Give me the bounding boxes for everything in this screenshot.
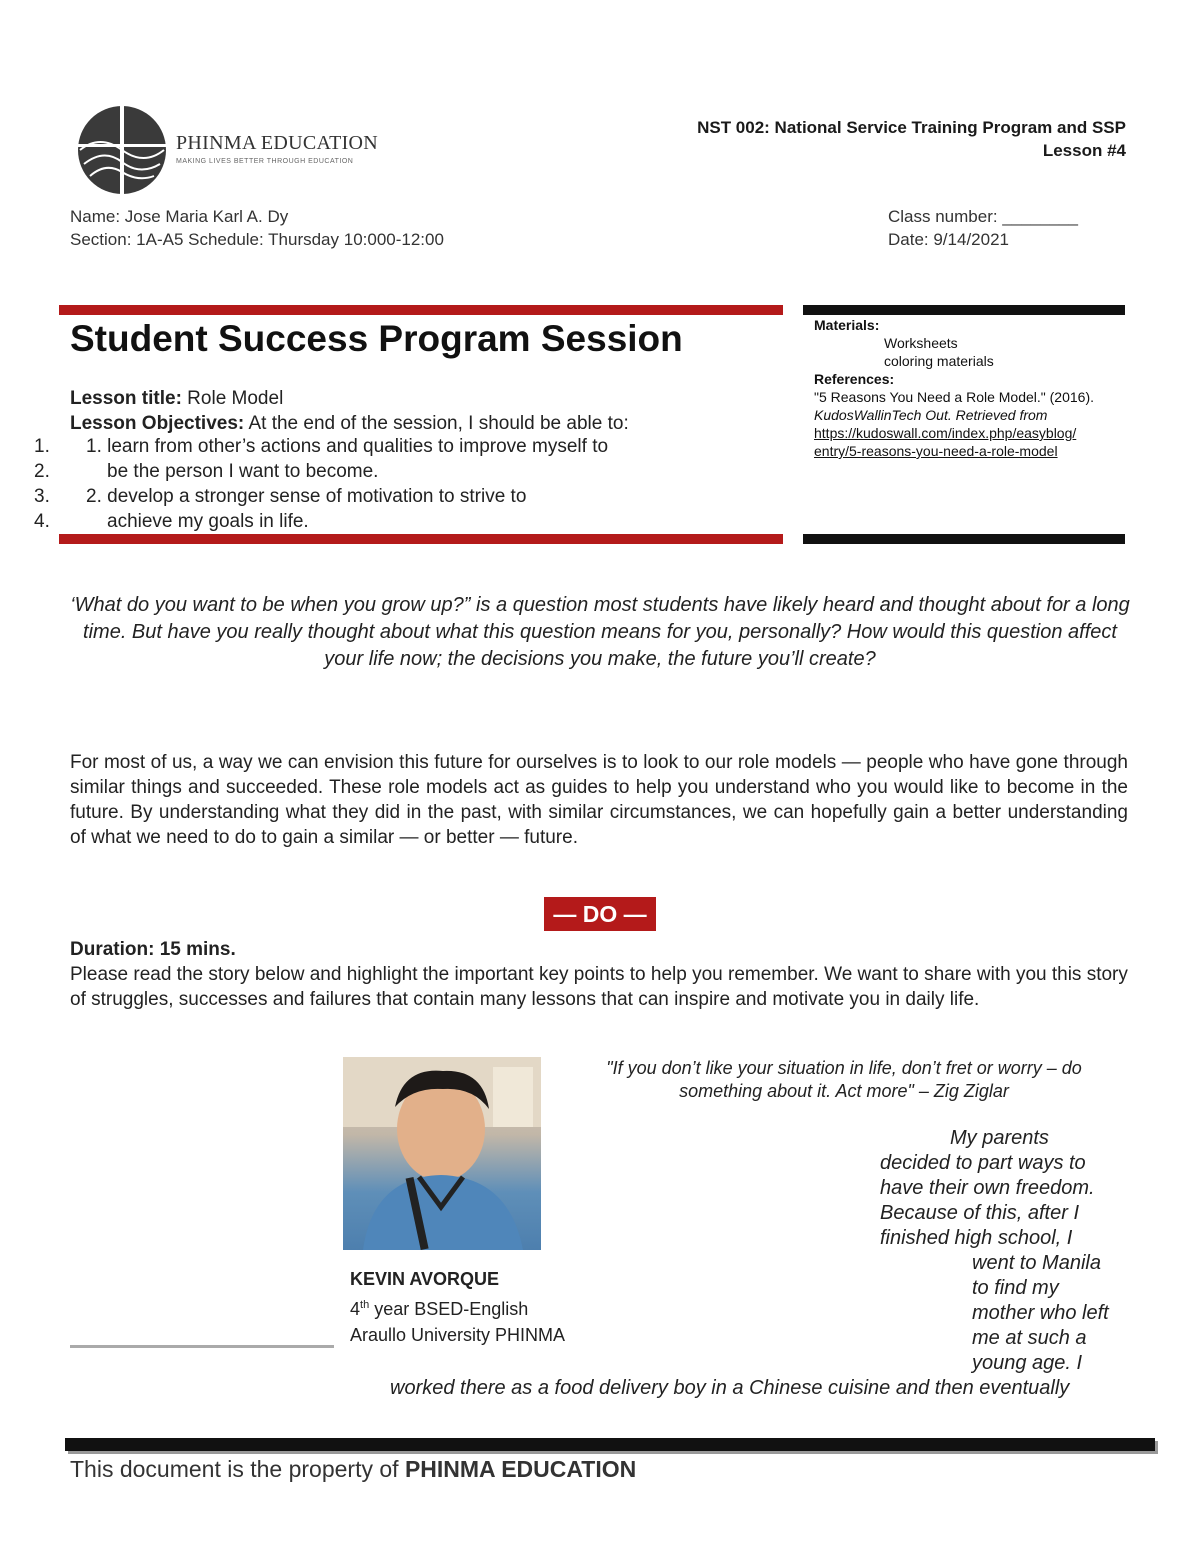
student-section: Section: 1A-A5 Schedule: Thursday 10:000-12:00 [70, 230, 444, 249]
do-instructions [70, 937, 1130, 1012]
story-line: finished high school, I [880, 1227, 1073, 1249]
material-item: coloring materials [884, 353, 994, 369]
instructions-text: Please read the story below and highlight the important key points to help you remember. We want to share with you this story of struggles, successes and failures that contain many lessons that can inspire and motivate you in daily life. [70, 964, 1128, 1010]
profile-year-sup: th [360, 1299, 370, 1311]
objective-line [34, 486, 50, 508]
lesson-title-label: Lesson title: [70, 388, 182, 409]
objective-text: 1. learn from other’s actions and qualities to improve myself to [86, 436, 609, 457]
lesson-details [70, 386, 629, 436]
profile-year-num: 4 [350, 1299, 361, 1319]
duration-label: Duration: 15 mins. [70, 939, 236, 960]
story-line: My parents [950, 1127, 1049, 1149]
profile-photo [343, 1057, 541, 1250]
class-info [888, 205, 1078, 251]
lesson-number: Lesson #4 [1042, 141, 1126, 160]
person-portrait-icon [343, 1057, 541, 1250]
course-header [697, 116, 1126, 162]
student-name: Name: Jose Maria Karl A. Dy [70, 207, 289, 226]
story-line: went to Manila [972, 1252, 1101, 1274]
phinma-logo [76, 104, 379, 196]
story-line: mother who left [972, 1302, 1109, 1324]
class-number: Class number: ________ [888, 207, 1078, 226]
line-number: 2. [34, 461, 50, 482]
story-line: decided to part ways to [880, 1152, 1086, 1174]
logo-emblem-icon [76, 104, 168, 196]
story-line: Because of this, after I [880, 1202, 1079, 1224]
objective-line [34, 511, 50, 533]
objective-line [34, 461, 50, 483]
reference-link-cont[interactable]: entry/5-reasons-you-need-a-role-model [814, 443, 1058, 459]
bottom-dark-rule [803, 534, 1125, 544]
objective-line [34, 436, 50, 458]
story-line: have their own freedom. [880, 1177, 1095, 1199]
footer-text [70, 1456, 636, 1483]
line-number: 3. [34, 486, 50, 507]
objectives-intro: At the end of the session, I should be able to: [244, 413, 629, 434]
lesson-title-value: Role Model [181, 388, 284, 409]
quote-line: something about it. Act more" – Zig Ziglar [679, 1081, 1009, 1101]
materials-label: Materials: [814, 317, 880, 333]
session-title: Student Success Program Session [70, 318, 683, 359]
profile-year: year BSED-English [369, 1299, 529, 1319]
divider-line [70, 1345, 334, 1348]
footer-property-text: This document is the property of [70, 1456, 405, 1482]
student-info [70, 205, 444, 251]
top-red-rule [59, 305, 783, 315]
logo-tagline: MAKING LIVES BETTER THROUGH EDUCATION [176, 158, 354, 165]
zig-ziglar-quote [575, 1057, 1113, 1103]
reference-source: KudosWallinTech Out. Retrieved from [814, 407, 1048, 423]
story-line: worked there as a food delivery boy in a Chinese cuisine and then eventually [390, 1377, 1070, 1399]
objective-text: 2. develop a stronger sense of motivation to strive to [86, 486, 527, 507]
objectives-label: Lesson Objectives: [70, 413, 245, 434]
intro-quote: ‘What do you want to be when you grow up?” is a question most students have likely heard and thought about for a long time. But have you really thought about what this question means for you, personally? How would this question affect your life now; the decisions you make, the future you’ll create? [70, 594, 1130, 670]
line-number: 1. [34, 436, 50, 457]
profile-name: KEVIN AVORQUE [350, 1269, 500, 1289]
objective-text: be the person I want to become. [107, 461, 379, 482]
reference-link[interactable]: https://kudoswall.com/index.php/easyblog/ [814, 425, 1077, 441]
logo-name: PHINMA EDUCATION [176, 132, 379, 154]
materials-references-box [814, 316, 1119, 460]
footer-rule [65, 1438, 1155, 1451]
line-number: 4. [34, 511, 50, 532]
body-paragraph: For most of us, a way we can envision this future for ourselves is to look to our role models — people who have gone through similar things and succeeded. These role models act as guides to help you understand who you would like to become in the future. By understanding what they did in the past, with similar circumstances, we can hopefully gain a better understanding of what we need to do to gain a similar — or better — future. [70, 752, 1128, 848]
course-title: NST 002: National Service Training Program and SSP [697, 118, 1126, 137]
reference-entry [814, 388, 1119, 424]
story-line: to find my [972, 1277, 1059, 1299]
profile-school: Araullo University PHINMA [350, 1325, 566, 1345]
top-dark-rule [803, 305, 1125, 315]
material-item: Worksheets [884, 335, 958, 351]
objective-text: achieve my goals in life. [107, 511, 309, 532]
story-line: young age. I [972, 1352, 1083, 1374]
bottom-red-rule [59, 534, 783, 544]
footer-brand: PHINMA EDUCATION [404, 1456, 637, 1482]
session-date: Date: 9/14/2021 [888, 230, 1009, 249]
story-line: me at such a [972, 1327, 1087, 1349]
reference-text: "5 Reasons You Need a Role Model." (2016). [814, 389, 1095, 405]
quote-line: "If you don’t like your situation in life, don’t fret or worry – do [606, 1058, 1082, 1078]
references-label: References: [814, 371, 895, 387]
profile-card [350, 1266, 565, 1348]
do-section-badge: — DO — [544, 897, 656, 931]
